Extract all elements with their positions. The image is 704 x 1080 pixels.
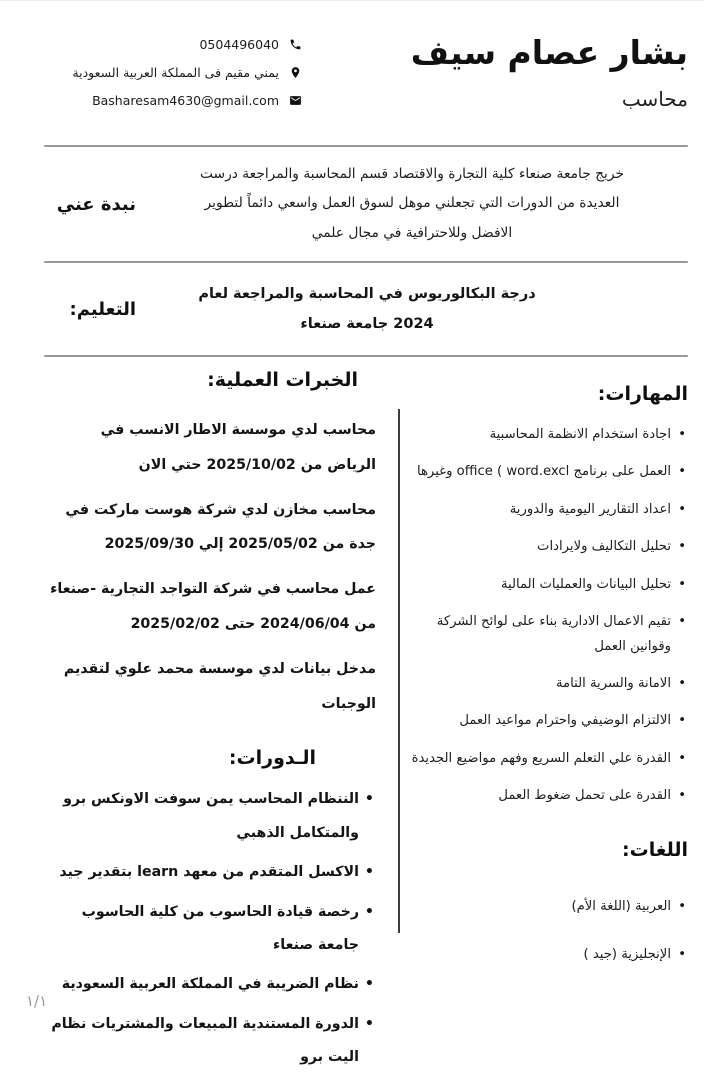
contact-phone-row (52, 37, 302, 52)
contact-email-row (52, 93, 302, 108)
skill-item: • اجادة استخدام الانظمة المحاسبية (400, 423, 688, 447)
skill-item: • القدرة على تحمل ضغوط العمل (400, 784, 688, 808)
course-item: • الاكسل المتقدم من معهد learn بتقدير جيد (48, 856, 376, 889)
education-label: التعليم: (69, 298, 136, 320)
language-item: • العربية (اللغة الأم) (400, 895, 688, 919)
course-item: • رخصة قيادة الحاسوب من كلية الحاسوب جامعة صنعاء (48, 896, 376, 963)
experience-item: عمل محاسب في شركة التواجد التجارية -صنعاء من 2024/06/04 حتى 2025/02/02 (50, 581, 376, 632)
identity-block (411, 27, 688, 111)
courses-heading: الـدورات: (228, 747, 316, 770)
header (44, 27, 688, 145)
skill-item: • تحليل البيانات والعمليات المالية (400, 573, 688, 597)
skill-item: • العمل على برنامج office ( word.excl وغيرها (400, 460, 688, 484)
about-label: نبدة عني (56, 193, 136, 215)
education-section (44, 263, 688, 355)
skill-item: • القدرة علي التعلم السريع وفهم مواضيع الجديدة (400, 747, 688, 771)
languages-list (400, 895, 688, 968)
languages-heading: اللغات: (622, 838, 688, 861)
main-columns (44, 357, 688, 1080)
skills-column (400, 357, 688, 1080)
phone-number: 0504496040 (199, 37, 279, 52)
contact-location-row (52, 65, 302, 80)
course-item: • نظام الضريبة في المملكة العربية السعودية (48, 968, 376, 1001)
education-text: درجة البكالوريوس في المحاسبة والمراجعة لعام 2024 جامعة صنعاء (198, 285, 536, 332)
page-number: ١/١ (26, 992, 48, 1010)
experience-item: محاسب مخازن لدي شركة هوست ماركت في جدة من 2025/05/02 إلي 2025/09/30 (65, 501, 376, 553)
skill-item: • تقيم الاعمال الادارية بناء على لوائح الشركة وقوانين العمل (400, 610, 688, 659)
skills-heading: المهارات: (597, 383, 688, 405)
person-name: بشار عصام سيف (410, 33, 688, 72)
email-text: Basharesam4630@gmail.com (92, 93, 279, 108)
job-title: محاسب (621, 86, 688, 111)
contact-block (44, 27, 302, 108)
envelope-icon (289, 94, 302, 107)
education-content (136, 279, 688, 340)
skills-list (400, 423, 688, 809)
experience-column (44, 357, 398, 1080)
skill-item: • اعداد التقارير اليومية والدورية (400, 498, 688, 522)
language-item: • الإنجليزية (جيد ) (400, 943, 688, 967)
about-content (136, 160, 688, 249)
phone-icon (289, 38, 302, 51)
about-text: خريج جامعة صنعاء كلية التجارة والاقتصاد قسم المحاسبة والمراجعة درست العديدة من الدورات التي تجعلني موهل لسوق العمل واسعي دائماً لتطوير الافضل وللاحترافية في مجال علمي (199, 165, 625, 241)
skill-item: • الامانة والسرية التامة (400, 672, 688, 696)
experience-heading: الخبرات العملية: (207, 369, 358, 391)
course-item: • الننظام المحاسب يمن سوفت الاونكس برو والمتكامل الذهبي (48, 783, 376, 850)
skill-item: • الالتزام الوضيفي واحترام مواعيد العمل (400, 709, 688, 733)
location-pin-icon (289, 66, 302, 79)
experience-item: مدخل بيانات لدي موسسة محمد علوي لتقديم الوجبات (63, 660, 376, 712)
cv-page (0, 1, 704, 1065)
about-section (44, 147, 688, 261)
skill-item: • تحليل التكاليف ولايرادات (400, 535, 688, 559)
courses-list (48, 783, 376, 1074)
experience-item: محاسب لدي موسسة الاطار الانسب في الرياض من 2025/10/02 حتي الان (100, 422, 376, 473)
course-item: • الدورة المستندية المبيعات والمشتريات نظام اليت برو (48, 1008, 376, 1075)
location-text: يمني مقيم فى المملكة العربية السعودية (72, 65, 279, 80)
